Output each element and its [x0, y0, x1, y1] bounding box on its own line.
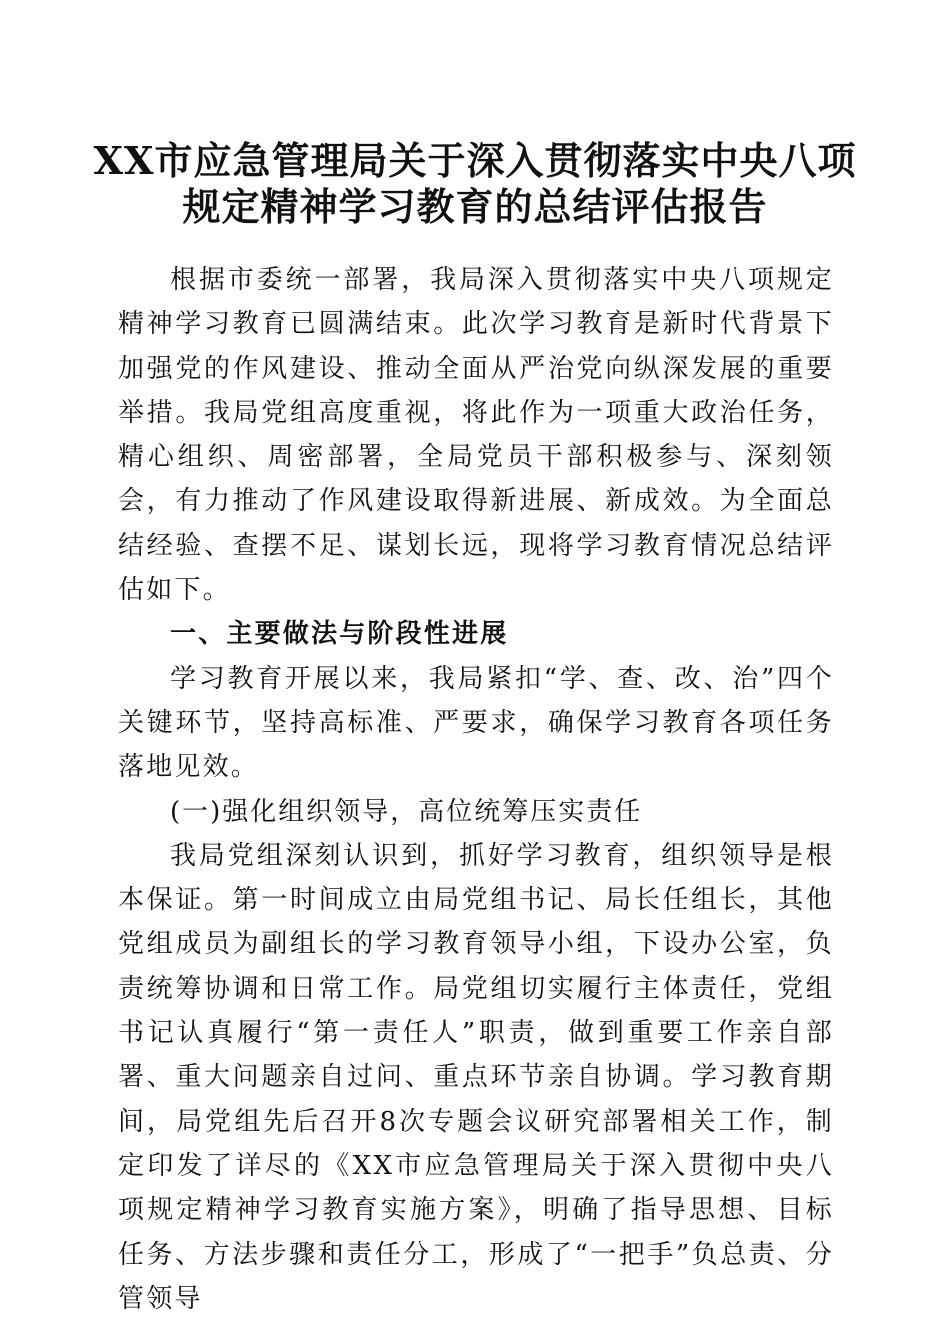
- section-1-paragraph: 学习教育开展以来，我局紧扣“学、查、改、治”四个关键环节，坚持高标准、严要求，确保学习教育各项任务落地见效。: [118, 663, 834, 783]
- document-body: [118, 258, 834, 1321]
- document-title-line-1: XX市应急管理局关于深入贯彻落实中央八项: [93, 138, 857, 183]
- intro-paragraph: 根据市委统一部署，我局深入贯彻落实中央八项规定精神学习教育已圆满结束。此次学习教育是新时代背景下加强党的作风建设、推动全面从严治党向纵深发展的重要举措。我局党组高度重视，将此作为一项重大政治任务，精心组织、周密部署，全局党员干部积极参与、深刻领会，有力推动了作风建设取得新进展、新成效。为全面总结经验、查摆不足、谋划长远，现将学习教育情况总结评估如下。: [118, 265, 834, 606]
- subsection-1-heading: (一)强化组织领导，高位统筹压实责任: [170, 796, 643, 827]
- section-1-heading: 一、主要做法与阶段性进展: [170, 619, 509, 650]
- subsection-1-paragraph: 我局党组深刻认识到，抓好学习教育，组织领导是根本保证。第一时间成立由局党组书记、局长任组长，其他党组成员为副组长的学习教育领导小组，下设办公室，负责统筹协调和日常工作。局党组切实履行主体责任，党组书记认真履行“第一责任人”职责，做到重要工作亲自部署、重大问题亲自过问、重点环节亲自协调。学习教育期间，局党组先后召开8次专题会议研究部署相关工作，制定印发了详尽的《XX市应急管理局关于深入贯彻中央八项规定精神学习教育实施方案》，明确了指导思想、目标任务、方法步骤和责任分工，形成了“一把手”负总责、分管领导: [118, 840, 834, 1314]
- document-title-line-2: 规定精神学习教育的总结评估报告: [182, 184, 768, 229]
